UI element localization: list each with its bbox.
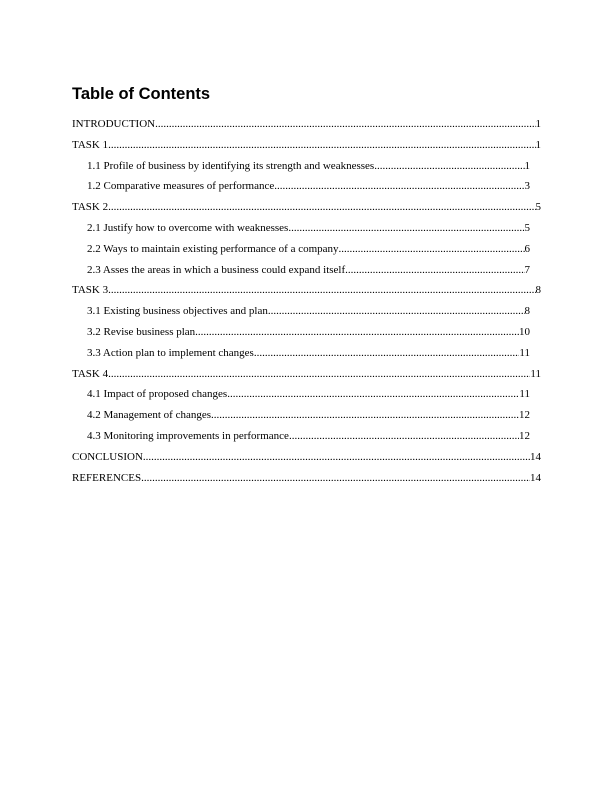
toc-entry-title: 4.3 Monitoring improvements in performance: [87, 429, 289, 442]
toc-entry-page-number: 14: [530, 471, 541, 484]
toc-entry-title: 4.2 Management of changes: [87, 409, 212, 422]
toc-entry-page-number: 11: [530, 367, 541, 380]
toc-entry[interactable]: [72, 239, 541, 260]
toc-list: [72, 114, 541, 488]
toc-entry-page-number: 1: [524, 159, 530, 172]
toc-dot-leader: [254, 343, 520, 364]
toc-entry[interactable]: [72, 426, 541, 447]
toc-entry-page-number: 12: [519, 429, 530, 442]
toc-entry-page-number: 8: [524, 305, 530, 318]
toc-entry[interactable]: [72, 135, 541, 156]
toc-entry-page-number: 11: [519, 388, 530, 401]
toc-entry-page-number: 5: [535, 201, 541, 214]
toc-dot-leader: [141, 468, 530, 489]
toc-entry-page-number: 11: [519, 346, 530, 359]
toc-entry[interactable]: [72, 364, 541, 385]
toc-dot-leader: [345, 260, 524, 281]
toc-entry-page-number: 14: [530, 450, 541, 463]
toc-dot-leader: [108, 135, 535, 156]
toc-dot-leader: [108, 364, 530, 385]
toc-entry-page-number: 7: [524, 263, 530, 276]
toc-dot-leader: [143, 447, 530, 468]
toc-dot-leader: [339, 239, 525, 260]
toc-entry-title: 3.2 Revise business plan: [87, 325, 196, 338]
toc-entry[interactable]: [72, 260, 541, 281]
toc-entry-title: 1.1 Profile of business by identifying its strength and weaknesses: [87, 159, 375, 172]
toc-entry-page-number: 1: [535, 118, 541, 130]
toc-entry-title: 4.1 Impact of proposed changes: [87, 388, 228, 401]
toc-entry-page-number: 12: [519, 409, 530, 422]
toc-entry[interactable]: [72, 468, 541, 489]
toc-dot-leader: [195, 322, 519, 343]
toc-entry[interactable]: [72, 114, 541, 135]
toc-entry-title: TASK 2: [72, 201, 109, 214]
toc-entry-title: 3.1 Existing business objectives and plan: [87, 305, 268, 318]
toc-entry[interactable]: [72, 322, 541, 343]
toc-dot-leader: [155, 114, 535, 135]
toc-entry[interactable]: [72, 176, 541, 197]
toc-entry-page-number: 8: [535, 284, 541, 297]
toc-entry[interactable]: [72, 301, 541, 322]
toc-entry-title: INTRODUCTION: [72, 118, 156, 130]
toc-entry-page-number: 6: [524, 242, 530, 255]
toc-dot-leader: [227, 384, 519, 405]
toc-dot-leader: [288, 218, 524, 239]
toc-entry-page-number: 3: [524, 180, 530, 193]
toc-entry-page-number: 1: [535, 138, 541, 151]
toc-entry[interactable]: [72, 384, 541, 405]
toc-dot-leader: [374, 156, 524, 177]
toc-dot-leader: [274, 176, 524, 197]
toc-dot-leader: [108, 280, 535, 301]
toc-entry[interactable]: [72, 197, 541, 218]
toc-entry-page-number: 10: [519, 325, 530, 338]
toc-entry[interactable]: [72, 156, 541, 177]
toc-entry-title: 1.2 Comparative measures of performance: [87, 180, 275, 193]
toc-entry-title: 3.3 Action plan to implement changes: [87, 346, 254, 359]
toc-entry[interactable]: [72, 447, 541, 468]
toc-heading: Table of Contents: [72, 85, 211, 103]
toc-entry[interactable]: [72, 343, 541, 364]
toc-entry[interactable]: [72, 280, 541, 301]
toc-entry-title: TASK 3: [72, 284, 109, 297]
toc-entry-title: 2.1 Justify how to overcome with weaknesses: [87, 221, 289, 234]
toc-entry-title: 2.2 Ways to maintain existing performance of a company: [87, 242, 339, 255]
toc-dot-leader: [268, 301, 525, 322]
toc-dot-leader: [108, 197, 535, 218]
toc-entry-title: 2.3 Asses the areas in which a business could expand itself: [87, 263, 346, 276]
toc-dot-leader: [211, 405, 519, 426]
toc-entry[interactable]: [72, 218, 541, 239]
toc-entry-page-number: 5: [524, 221, 530, 234]
toc-entry[interactable]: [72, 405, 541, 426]
toc-entry-title: CONCLUSION: [72, 450, 143, 463]
toc-entry-title: TASK 1: [72, 138, 109, 151]
toc-dot-leader: [289, 426, 519, 447]
toc-entry-title: TASK 4: [72, 367, 109, 380]
toc-entry-title: REFERENCES: [72, 471, 142, 484]
